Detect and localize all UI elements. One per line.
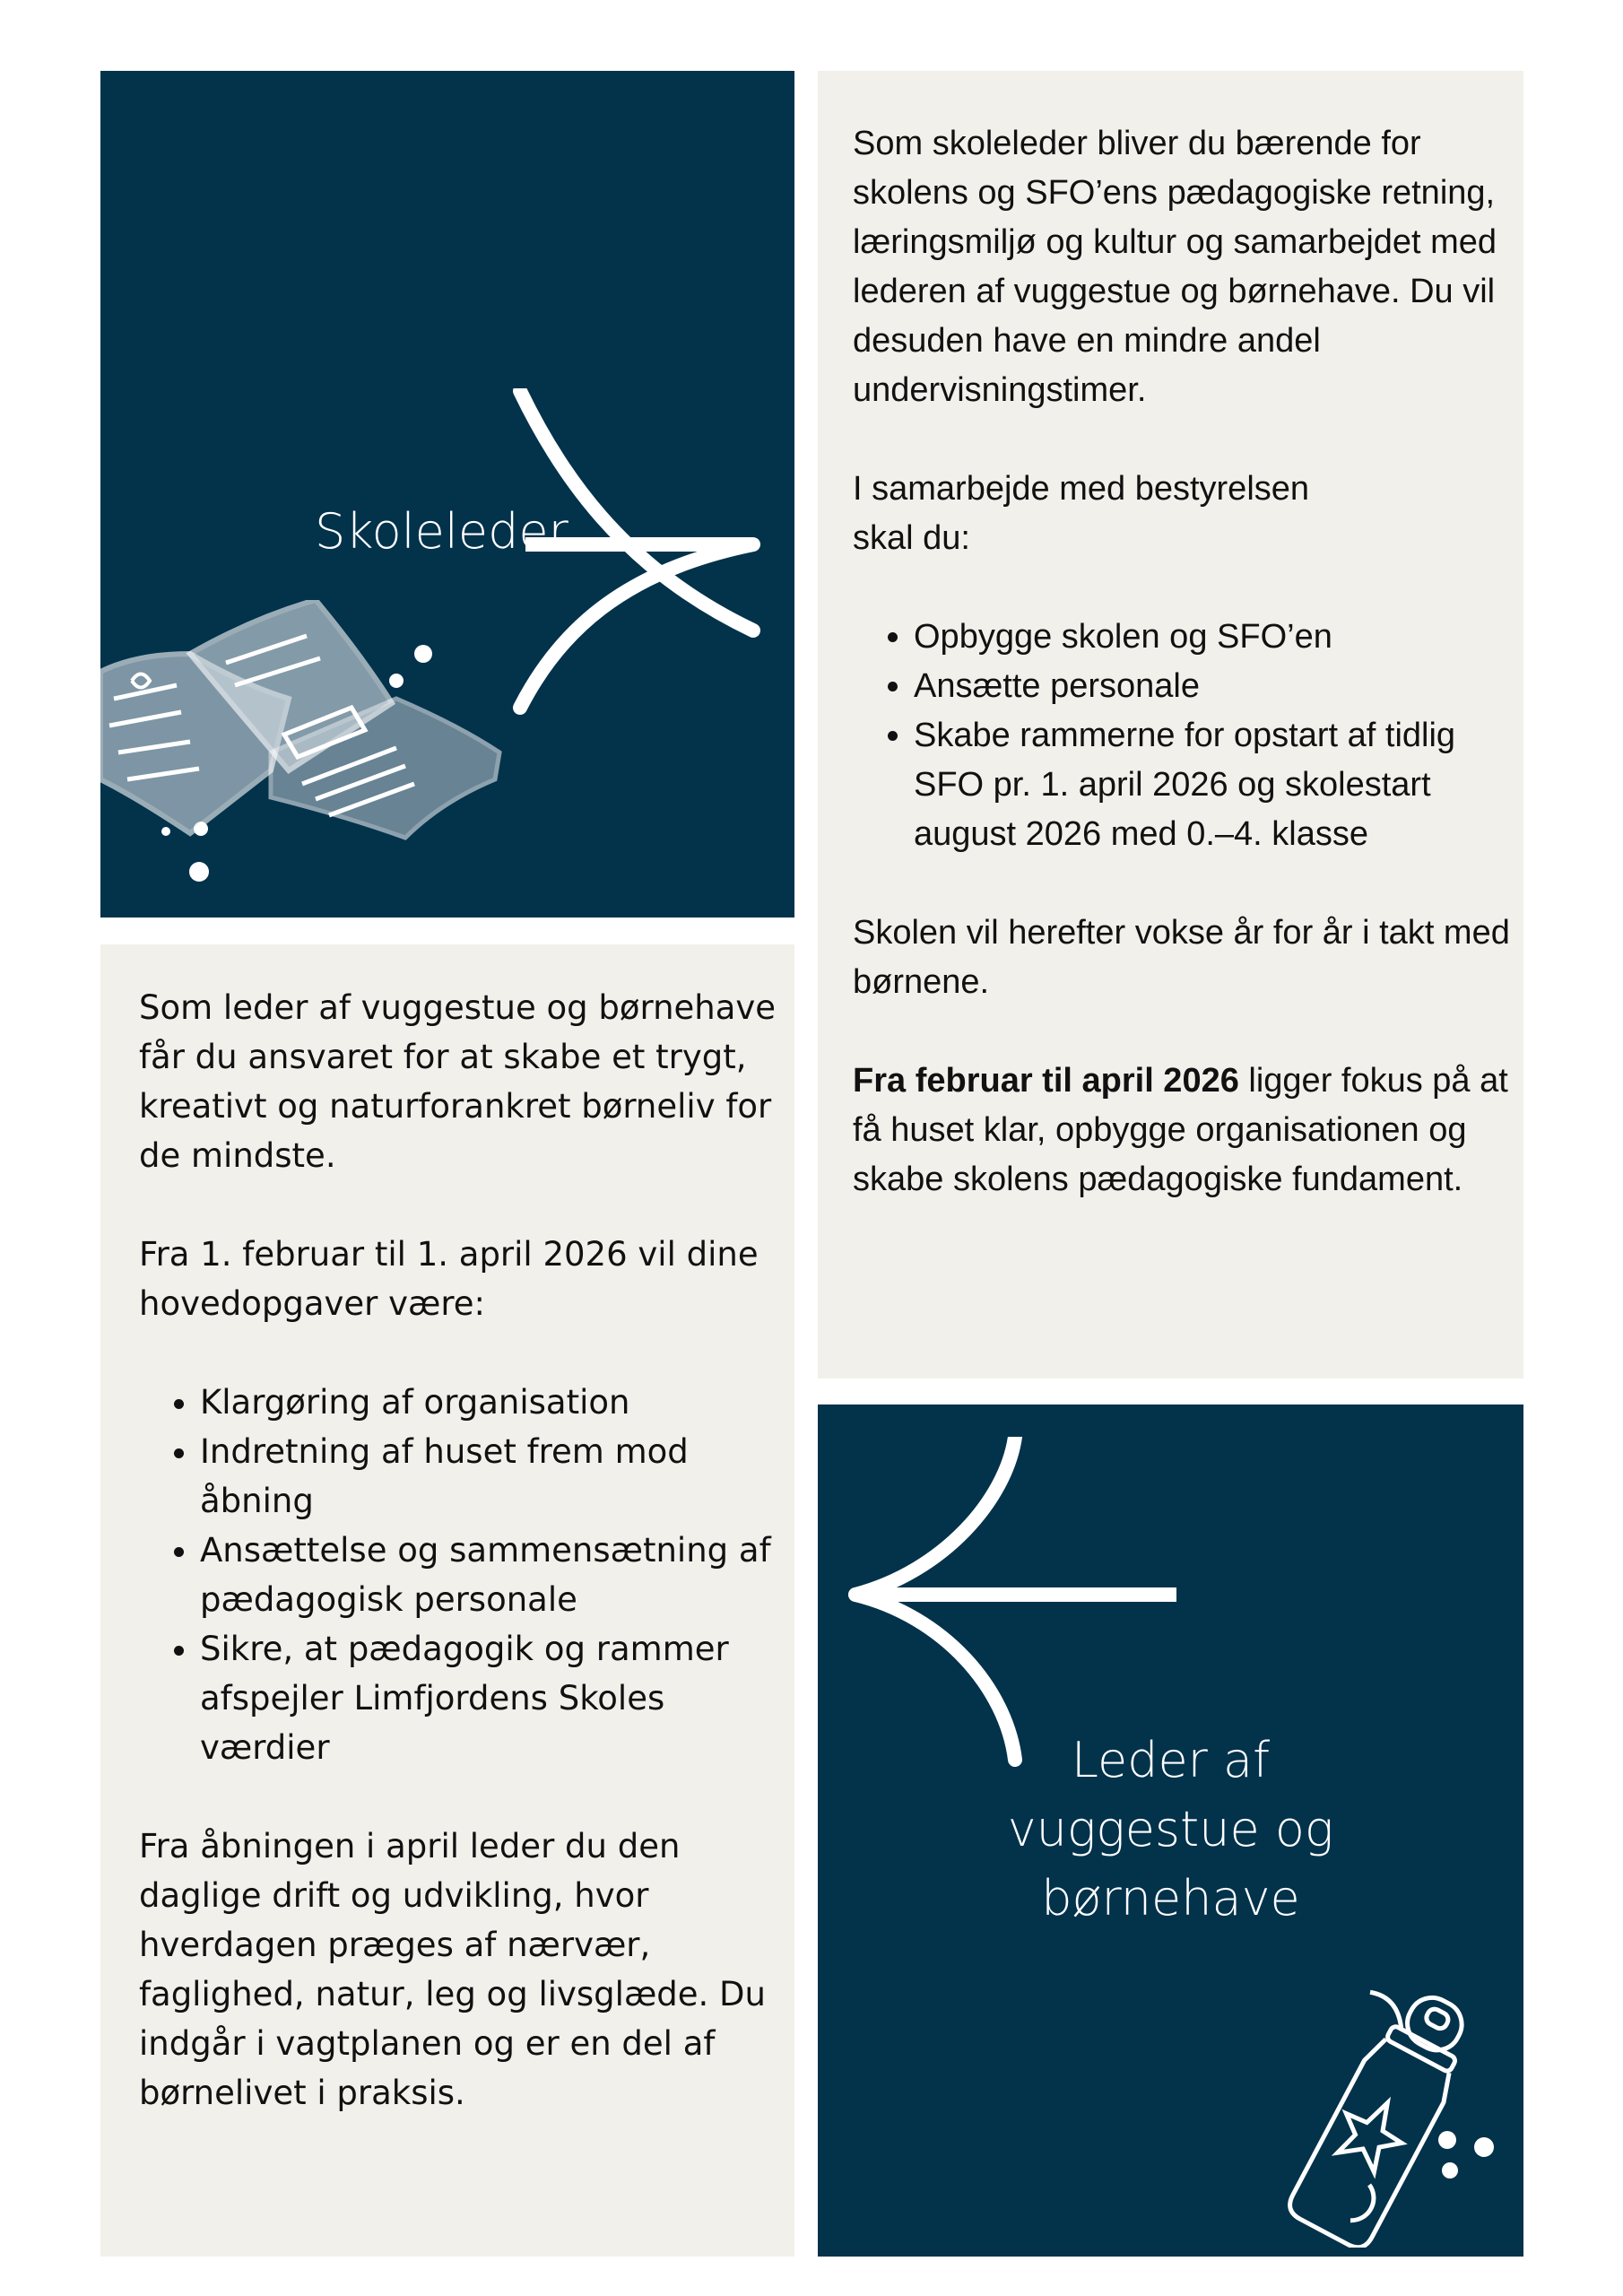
list-item: • Ansætte personale: [914, 662, 1516, 711]
skoleleder-intro: Som skoleleder bliver du bærende for skolens og SFO’ens pædagogiske retning, læringsmiljø og kultur og samarbejdet med lederen af vuggestue og børnehave. Du vil desuden have en mindre andel undervisningstimer.: [853, 125, 1497, 409]
skoleleder-text-panel: [818, 71, 1523, 1378]
skoleleder-focus: [853, 1057, 1516, 1205]
leder-period: Fra 1. februar til 1. april 2026 vil dine hovedopgaver være:: [139, 1235, 759, 1323]
leder-body-text: [139, 983, 785, 2118]
skoleleder-task-list: [853, 613, 1516, 859]
leder-heading-panel: [818, 1405, 1523, 2257]
list-item: • Klargøring af organisation: [200, 1378, 785, 1427]
leder-text-panel: [100, 944, 794, 2257]
leder-task-list: [139, 1378, 785, 1772]
leder-intro: Som leder af vuggestue og børnehave får du ansvaret for at skabe et trygt, kreativt og naturforankret børneliv for de mindste.: [139, 988, 777, 1175]
leder-heading-line: Leder af: [1071, 1732, 1271, 1788]
books-illustration: [100, 600, 522, 923]
skoleleder-focus-rest: ligger fokus på at få huset klar, opbygge organisationen og skabe skolens pædagogiske fundament.: [853, 1062, 1508, 1198]
leder-after-opening: Fra åbningen i april leder du den daglige drift og udvikling, hvor hverdagen præges af nærvær, faglighed, natur, leg og livsglæde. Du indgår i vagtplanen og er en del af børnelivet i praksis.: [139, 1827, 766, 2112]
skoleleder-body-text: [853, 119, 1516, 1205]
skoleleder-heading-panel: [100, 71, 794, 918]
leder-heading-line: børnehave: [1041, 1870, 1300, 1926]
skoleleder-focus-bold: Fra februar til april 2026: [853, 1062, 1239, 1100]
skoleleder-with-board: I samarbejde med bestyrelsen skal du:: [853, 470, 1310, 557]
skoleleder-heading: Skoleleder: [315, 503, 568, 560]
list-item: • Ansættelse og sammensætning af pædagogisk personale: [200, 1526, 785, 1624]
list-item: • Opbygge skolen og SFO’en: [914, 613, 1516, 662]
list-item: • Skabe rammerne for opstart af tidlig SFO pr. 1. april 2026 og skolestart august 2026 med 0.–4. klasse: [914, 711, 1516, 859]
list-item: • Sikre, at pædagogik og rammer afspejler Limfjordens Skoles værdier: [200, 1624, 785, 1772]
leder-heading: [818, 1726, 1523, 1933]
skoleleder-growth: Skolen vil herefter vokse år for år i takt med børnene.: [853, 914, 1510, 1001]
list-item: • Indretning af huset frem mod åbning: [200, 1427, 785, 1526]
water-bottle-illustration: [1226, 1961, 1513, 2248]
leder-heading-line: vuggestue og: [1007, 1801, 1334, 1857]
